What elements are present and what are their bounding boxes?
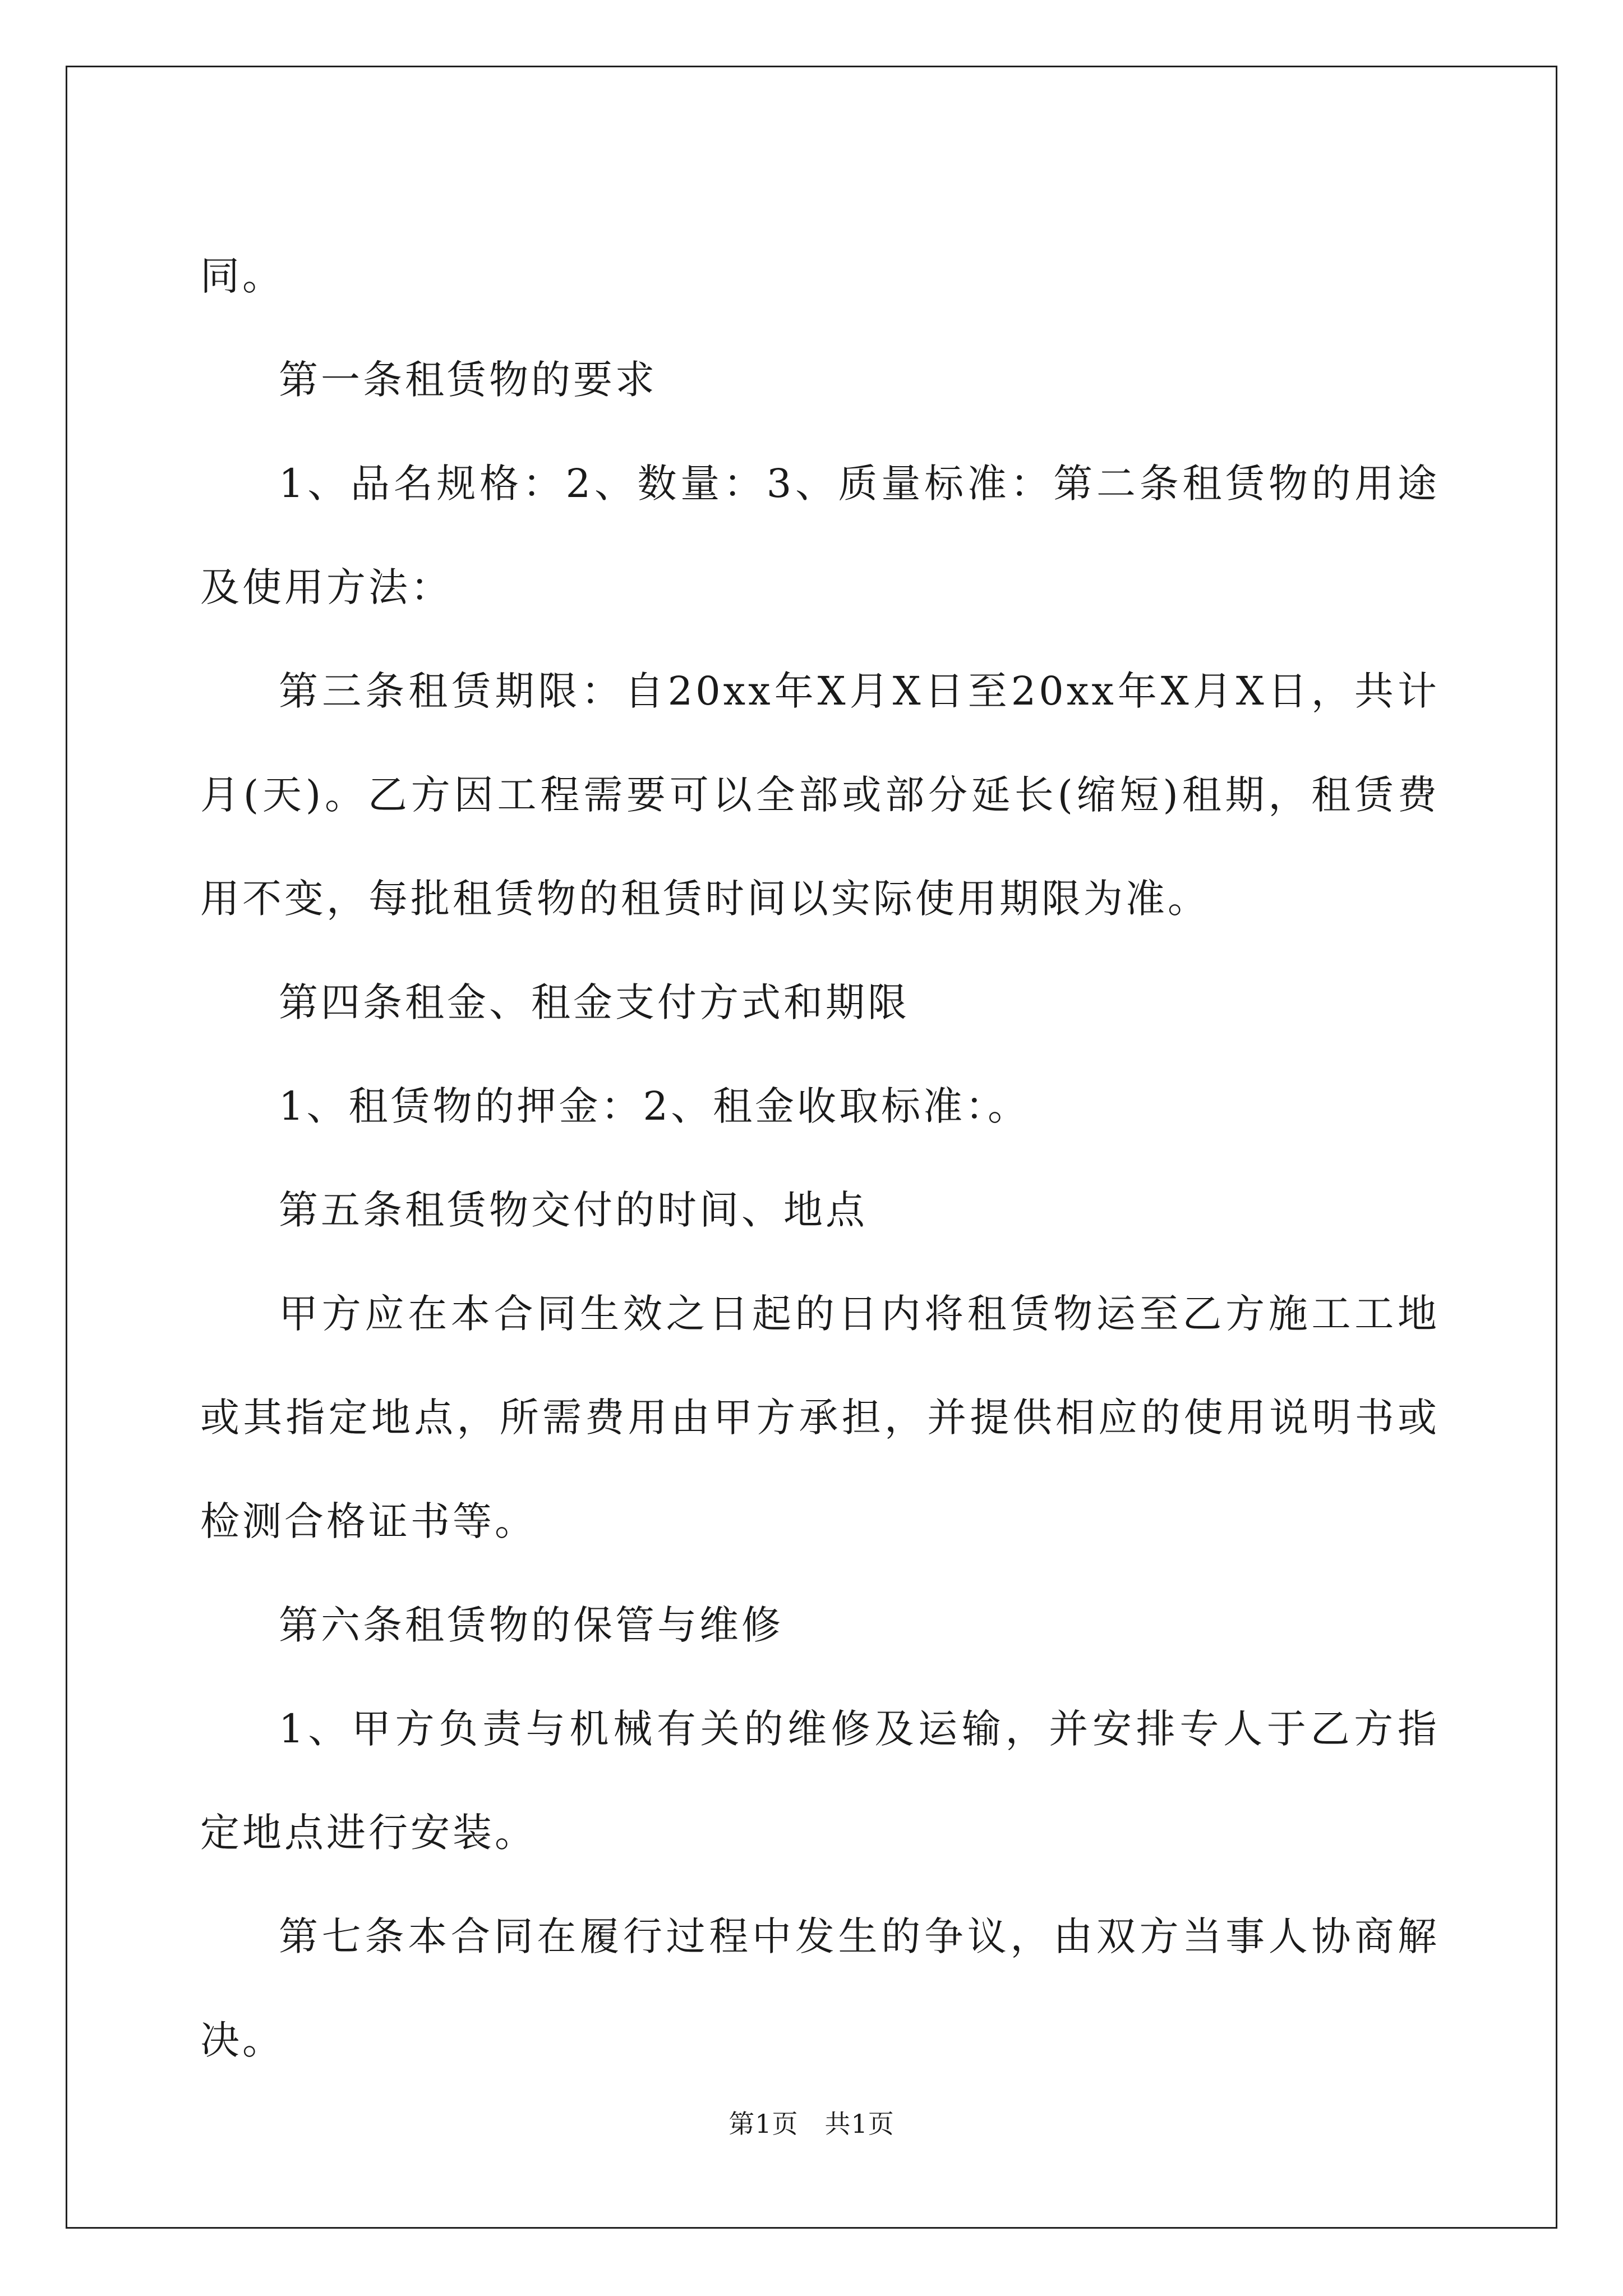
page-number-footer: 第1页 共1页 [728, 2109, 895, 2139]
document-body [200, 224, 1440, 2092]
paragraph-4: 第三条租赁期限：自20xx年X月X日至20xx年X月X日，共计月(天)。乙方因工程需要可以全部或部分延长(缩短)租期，租赁费用不变，每批租赁物的租赁时间以实际使用期限为准。 [200, 668, 1440, 922]
paragraph-9: 第六条租赁物的保管与维修 [279, 1602, 783, 1648]
paragraph-5: 第四条租金、租金支付方式和期限 [279, 979, 910, 1025]
paragraph-6: 1、租赁物的押金：2、租金收取标准：。 [279, 1083, 1030, 1129]
paragraph-11: 第七条本合同在履行过程中发生的争议，由双方当事人协商解决。 [200, 1913, 1440, 2063]
paragraph-3: 1、品名规格：2、数量：3、质量标准：第二条租赁物的用途及使用方法： [200, 461, 1440, 610]
paragraph-7: 第五条租赁物交付的时间、地点 [279, 1187, 868, 1233]
paragraph-2: 第一条租赁物的要求 [279, 357, 657, 403]
paragraph-10: 1、甲方负责与机械有关的维修及运输，并安排专人于乙方指定地点进行安装。 [200, 1706, 1440, 1856]
paragraph-8: 甲方应在本合同生效之日起的日内将租赁物运至乙方施工工地或其指定地点，所需费用由甲方承担，并提供相应的使用说明书或检测合格证书等。 [200, 1291, 1440, 1544]
paragraph-1: 同。 [200, 253, 284, 299]
